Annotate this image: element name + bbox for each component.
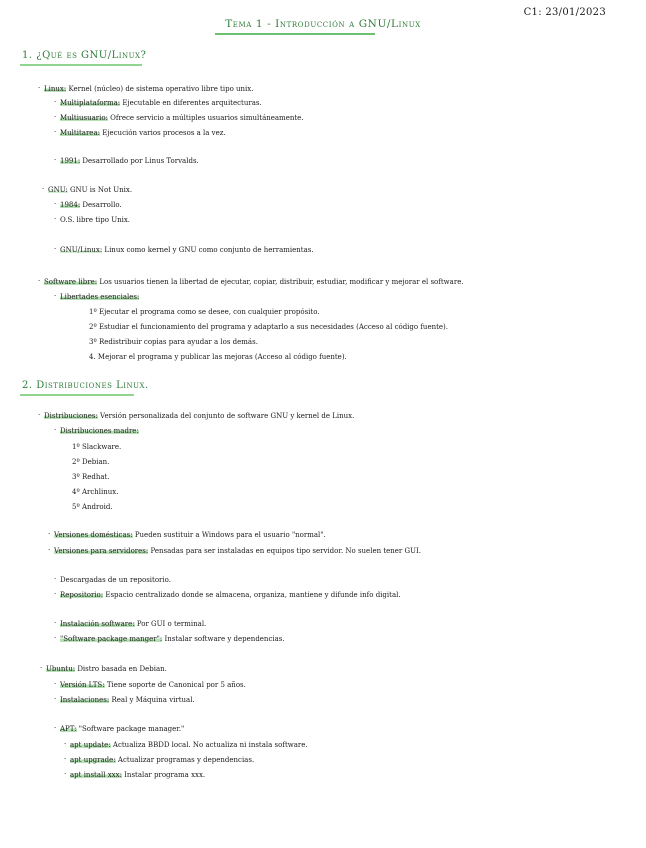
year-1984-term: 1984: <box>60 201 81 209</box>
descargadas-line: Descargadas de un repositorio. <box>60 576 171 584</box>
multiusuario-term: Multiusuario: <box>60 114 108 122</box>
bullet: · <box>54 680 57 688</box>
bullet: · <box>54 215 57 223</box>
multitarea-term: Multitarea: <box>60 129 100 137</box>
distribuciones-madre-term: Distribuciones madre: <box>60 427 139 435</box>
bullet: · <box>54 200 57 208</box>
title-underline <box>215 33 375 35</box>
linux-term: Linux: <box>44 85 67 93</box>
multitarea-text: Ejecución varios procesos a la vez. <box>102 129 226 137</box>
bullet: · <box>38 411 41 419</box>
bullet: · <box>54 724 57 732</box>
ubuntu-term: Ubuntu: <box>46 665 76 673</box>
distro-3: 3º Redhat. <box>72 473 110 481</box>
bullet: · <box>54 634 57 642</box>
freedom-3: 3º Redistribuir copias para ayudar a los demás. <box>89 338 258 346</box>
bullet: · <box>54 245 57 253</box>
apt-install-term: apt install xxx: <box>70 771 122 779</box>
apt-upgrade-text: Actualizar programas y dependencias. <box>117 756 255 764</box>
bullet: · <box>54 695 57 703</box>
apt-update-line <box>70 740 308 750</box>
bullet: · <box>54 619 57 627</box>
bullet: · <box>54 292 57 300</box>
year-1984-text: Desarrollo. <box>82 201 122 209</box>
apt-install-line <box>70 770 205 780</box>
versiones-servidores-term: Versiones para servidores: <box>54 547 149 555</box>
software-libre-term: Software libre: <box>44 278 98 286</box>
version-lts-term: Versión LTS: <box>60 681 105 689</box>
page-title: Tema 1 - Introducción a GNU/Linux <box>225 18 421 30</box>
bullet: · <box>54 128 57 136</box>
bullet: · <box>54 113 57 121</box>
freedom-4: 4. Mejorar el programa y publicar las mejoras (Acceso al código fuente). <box>89 353 347 361</box>
year-1991-line <box>60 156 199 166</box>
bullet: · <box>54 590 57 598</box>
apt-install-text: Instalar programa xxx. <box>124 771 206 779</box>
version-lts-text: Tiene soporte de Canonical por 5 años. <box>106 681 246 689</box>
versiones-domesticas-line <box>54 530 326 540</box>
gnu-linux-term: GNU/Linux: <box>60 246 103 254</box>
bullet: · <box>64 770 67 778</box>
gnu-term: GNU: <box>48 186 68 194</box>
instalaciones-text: Real y Máquina virtual. <box>111 696 195 704</box>
bullet: · <box>54 98 57 106</box>
libertades-term: Libertades esenciales: <box>60 293 140 301</box>
section-2-heading: 2. Distribuciones Linux. <box>22 380 149 391</box>
ubuntu-text: Distro basada en Debian. <box>77 665 167 673</box>
distribuciones-madre-line <box>60 426 139 436</box>
bullet: · <box>42 185 45 193</box>
year-1991-term: 1991: <box>60 157 81 165</box>
gnu-linux-text: Linux como kernel y GNU como conjunto de herramientas. <box>104 246 314 254</box>
software-libre-line <box>44 277 464 287</box>
gnu-linux-line <box>60 245 314 255</box>
gnu-text: GNU is Not Unix. <box>69 186 133 194</box>
instalacion-software-term: Instalación software: <box>60 620 135 628</box>
year-1991-text: Desarrollado por Linus Torvalds. <box>82 157 199 165</box>
software-package-manager-term: "Software package manger": <box>60 635 163 643</box>
bullet: · <box>64 755 67 763</box>
bullet: · <box>38 84 41 92</box>
apt-update-text: Actualiza BBDD local. No actualiza ni instala software. <box>112 741 308 749</box>
apt-term: APT: <box>60 725 77 733</box>
multiusuario-text: Ofrece servicio a múltiples usuarios simultáneamente. <box>110 114 304 122</box>
bullet: · <box>64 740 67 748</box>
multiusuario-line <box>60 113 304 123</box>
section-2-underline <box>20 394 134 396</box>
instalaciones-term: Instalaciones: <box>60 696 110 704</box>
apt-upgrade-line <box>70 755 254 765</box>
repositorio-term: Repositorio: <box>60 591 104 599</box>
freedom-1: 1º Ejecutar el programa como se desee, con cualquier propósito. <box>89 308 320 316</box>
versiones-domesticas-term: Versiones domésticas: <box>54 531 133 539</box>
bullet: · <box>54 426 57 434</box>
apt-upgrade-term: apt upgrade: <box>70 756 116 764</box>
distro-5: 5º Android. <box>72 503 113 511</box>
distro-4: 4º Archlinux. <box>72 488 119 496</box>
instalacion-software-text: Por GUI o terminal. <box>136 620 207 628</box>
libertades-line <box>60 292 139 302</box>
software-package-manager-line <box>60 634 285 644</box>
apt-line <box>60 724 184 734</box>
versiones-servidores-text: Pensadas para ser instaladas en equipos tipo servidor. No suelen tener GUI. <box>150 547 421 555</box>
section-1-heading: 1. ¿Qué es GNU/Linux? <box>22 50 147 61</box>
multiplataforma-line <box>60 98 262 108</box>
linux-text: Kernel (núcleo) de sistema operativo libre tipo unix. <box>68 85 254 93</box>
bullet: · <box>54 575 57 583</box>
software-package-manager-text: Instalar software y dependencias. <box>164 635 285 643</box>
year-1984-line <box>60 200 122 210</box>
distro-1: 1º Slackware. <box>72 443 122 451</box>
bullet: · <box>48 546 51 554</box>
software-libre-text: Los usuarios tienen la libertad de ejecutar, copiar, distribuir, estudiar, modificar y mejorar el software. <box>99 278 464 286</box>
multiplataforma-term: Multiplataforma: <box>60 99 121 107</box>
apt-update-term: apt update: <box>70 741 111 749</box>
ubuntu-line <box>46 664 167 674</box>
repositorio-line <box>60 590 401 600</box>
instalaciones-line <box>60 695 195 705</box>
date-label: C1: 23/01/2023 <box>523 7 606 18</box>
bullet: · <box>40 664 43 672</box>
versiones-domesticas-text: Pueden sustituir a Windows para el usuario "normal". <box>134 531 326 539</box>
version-lts-line <box>60 680 246 690</box>
section-1-underline <box>20 64 142 66</box>
versiones-servidores-line <box>54 546 421 556</box>
distribuciones-text: Versión personalizada del conjunto de software GNU y kernel de Linux. <box>100 412 355 420</box>
distribuciones-term: Distribuciones: <box>44 412 98 420</box>
instalacion-software-line <box>60 619 206 629</box>
bullet: · <box>54 156 57 164</box>
bullet: · <box>48 530 51 538</box>
distribuciones-line <box>44 411 354 421</box>
bullet: · <box>38 277 41 285</box>
gnu-line <box>48 185 132 195</box>
repositorio-text: Espacio centralizado donde se almacena, organiza, mantiene y difunde info digital. <box>105 591 401 599</box>
linux-line <box>44 84 253 94</box>
multiplataforma-text: Ejecutable en diferentes arquitecturas. <box>122 99 262 107</box>
distro-2: 2º Debian. <box>72 458 110 466</box>
multitarea-line <box>60 128 226 138</box>
freedom-2: 2º Estudiar el funcionamiento del programa y adaptarlo a sus necesidades (Acceso al código fuente). <box>89 323 449 331</box>
os-line: O.S. libre tipo Unix. <box>60 216 131 224</box>
apt-text: "Software package manager." <box>78 725 185 733</box>
